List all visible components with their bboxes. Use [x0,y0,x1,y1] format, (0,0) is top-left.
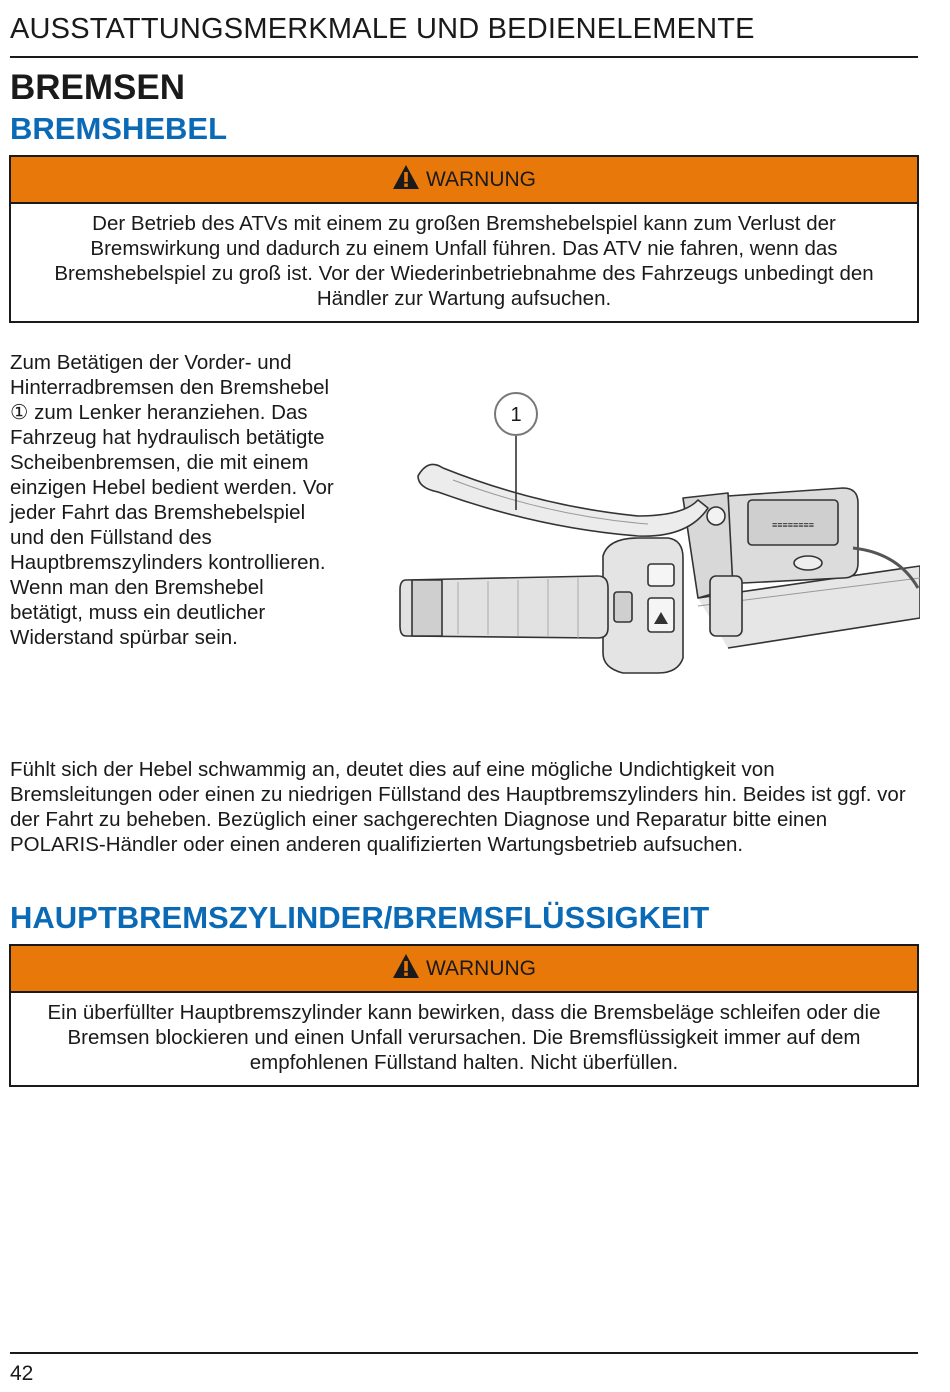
svg-text:≡≡≡≡≡≡≡≡: ≡≡≡≡≡≡≡≡ [771,520,815,530]
warning-text: Der Betrieb des ATVs mit einem zu großen Bremshebelspiel kann zum Verlust der Bremswirkung und dadurch zu einem Unfall führen. Das ATV nie fahren, wenn das Bremshebelspiel zu groß ist. Vor der Wiederinbetriebnahme des Fahrzeugs unbedingt den Händler zur Wartung aufsuchen. [54,212,874,310]
warning-label: WARNUNG [425,167,537,191]
warning-box-brake-lever [9,155,919,323]
warning-triangle-icon [392,164,420,190]
page-header: AUSSTATTUNGSMERKMALE UND BEDIENELEMENTE [10,12,918,58]
warning-label: WARNUNG [425,956,537,980]
warning-text: Ein überfüllter Hauptbremszylinder kann bewirken, dass die Bremsbeläge schleifen oder die Bremsen blockieren und einen Unfall verursachen. Die Bremsflüssigkeit immer auf dem empfohlenen Füllstand halten. Nicht überfüllen. [47,1001,881,1074]
warning-box-master-cylinder [9,944,919,1087]
subsection-title-master-cylinder: HAUPTBREMSZYLINDER/BREMSFLÜSSIGKEIT [10,900,710,935]
subsection-title-brake-lever: BREMSHEBEL [10,111,228,146]
figure-callout-1: 1 [510,404,522,426]
warning-header [11,157,917,204]
warning-triangle-icon [392,953,420,979]
page-number: 42 [10,1352,918,1386]
brake-lever-followup: Fühlt sich der Hebel schwammig an, deutet dies auf eine mögliche Undichtigkeit von Bremsleitungen oder einen zu niedrigen Füllstand des Hauptbremszylinders hin. Beides ist ggf. vor der Fahrt zu beheben. Bezüglich einer sachgerechten Diagnose und Reparatur bitte einen POLARIS-Händler oder einen anderen qualifizierten Wartungsbetrieb aufsuchen. [10,758,906,856]
brake-lever-instructions: Zum Betätigen der Vorder- und Hinterradbremsen den Bremshebel ① zum Lenker heranziehen. Das Fahrzeug hat hydraulisch betätigte Scheibenbremsen, die mit einem einzigen Hebel bedient werden. Vor jeder Fahrt das Bremshebelspiel und den Füllstand des Hauptbremszylinders kontrollieren. Wenn man den Bremshebel betätigt, muss ein deutlicher Widerstand spürbar sein. [10,351,334,649]
brake-lever-illustration [398,388,920,688]
warning-header [11,946,917,993]
section-title: BREMSEN [10,68,186,107]
